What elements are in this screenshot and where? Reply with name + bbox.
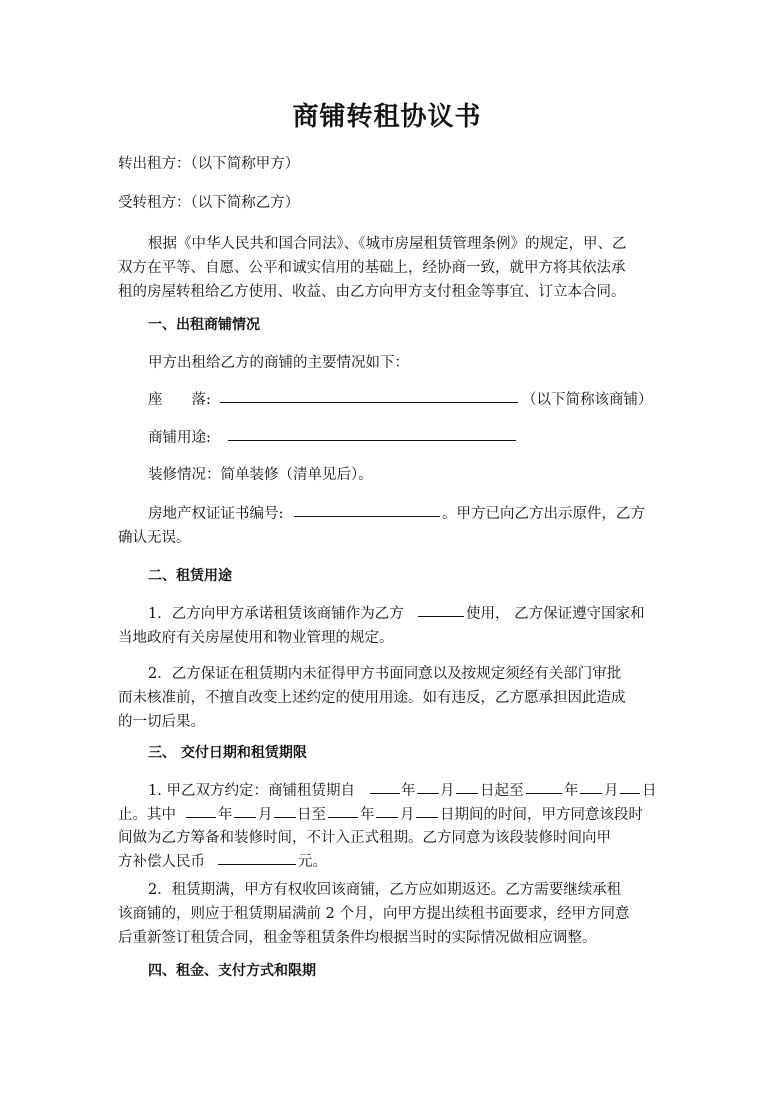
prep-start-year-blank[interactable] [186,801,216,818]
start-day-blank[interactable] [456,777,478,794]
prep-start-day-blank[interactable] [274,801,296,818]
end-day-blank[interactable] [620,777,640,794]
sec3-p2-line-3: 后重新签订租赁合同，租金等租赁条件均根据当时的实际情况做相应调整。 [118,930,597,946]
sec3-p1-a: 1. 甲乙双方约定：商铺租赁期自 [148,783,355,799]
prep-end-year-unit: 年 [360,807,375,823]
cert-after: 。甲方已向乙方出示原件，乙方 [442,506,645,522]
document-title: 商铺转租协议书 [292,102,482,132]
end-day-unit: 日 [642,783,657,799]
location-note: （以下简称该商铺） [522,392,653,408]
sec2-p1-b: 使用， 乙方保证遵守国家和 [466,606,645,622]
sec3-p1-l4-b: 元。 [298,854,327,870]
section-1-heading: 一、出租商铺情况 [148,317,260,333]
start-month-unit: 月 [440,783,455,799]
sec2-p1-line-2: 当地政府有关房屋使用和物业管理的规定。 [118,630,394,646]
location-label: 座 落: [148,392,211,408]
preamble-line-1: 根据《中华人民共和国合同法》、《城市房屋租赁管理条例》的规定，甲、乙 [148,236,627,252]
prep-start-year-unit: 年 [218,807,233,823]
prep-end-month-unit: 月 [400,807,415,823]
section-1-intro: 甲方出租给乙方的商铺的主要情况如下： [148,355,409,371]
sec2-p2-line-3: 的一切后果。 [118,714,205,730]
decoration-line: 装修情况：简单装修（清单见后）。 [148,467,373,483]
section-2-heading: 二、租赁用途 [148,568,232,584]
location-blank[interactable] [220,386,518,403]
sec2-p1-a: 1．乙方向甲方承诺租赁该商铺作为乙方 [148,606,404,622]
cert-line-2: 确认无误。 [118,530,191,546]
end-year-unit: 年 [564,783,579,799]
section-4-heading: 四、租金、支付方式和限期 [148,963,316,979]
sec3-p2-line-1: 2．租赁期满，甲方有权收回该商铺，乙方应如期返还。乙方需要继续承租 [148,882,622,898]
prep-start-month-blank[interactable] [234,801,256,818]
prep-end-year-blank[interactable] [328,801,358,818]
start-year-blank[interactable] [370,777,400,794]
prep-end-day-blank[interactable] [416,801,438,818]
sec3-p2-line-2: 该商铺的，则应于租赁期届满前 2 个月，向甲方提出续租书面要求，经甲方同意 [118,906,630,922]
sec2-p2-line-2: 而未核准前，不擅自改变上述约定的使用用途。如有违反，乙方愿承担因此造成 [118,690,626,706]
cert-label: 房地产权证证书编号: [148,506,284,522]
prep-start-month-unit: 月 [258,807,273,823]
preamble-line-2: 双方在平等、自愿、公平和诚实信用的基础上，经协商一致，就甲方将其依法承 [118,260,626,276]
end-month-unit: 月 [604,783,619,799]
end-month-blank[interactable] [580,777,602,794]
prep-to-text: 日至 [297,807,326,823]
sec2-p2-line-1: 2．乙方保证在租赁期内未征得甲方书面同意以及按规定须经有关部门审批 [148,666,622,682]
start-year-unit: 年 [401,783,416,799]
prep-end-month-blank[interactable] [376,801,398,818]
section-3-heading: 三、 交付日期和租赁期限 [148,745,307,761]
use-label: 商铺用途: [148,430,211,446]
sec3-p1-line-3: 间做为乙方筹备和装修时间，不计入正式租期。乙方同意为该段装修时间向甲 [118,830,611,846]
start-month-blank[interactable] [417,777,439,794]
lessor-line: 转出租方：（以下简称甲方） [118,156,300,172]
sec3-p1-l2-a: 止。其中 [118,807,176,823]
sec3-p1-l4-a: 方补偿人民币 [118,854,205,870]
preamble-line-3: 租的房屋转租给乙方使用、收益、由乙方向甲方支付租金等事宜、订立本合同。 [118,284,626,300]
sec3-p1-l2-end: 日期间的时间，甲方同意该段时 [440,807,643,823]
purpose-blank[interactable] [418,600,464,617]
end-year-blank[interactable] [526,777,562,794]
lessee-line: 受转租方：（以下简称乙方） [118,195,300,211]
compensation-blank[interactable] [218,848,296,865]
cert-blank[interactable] [294,500,440,517]
use-blank[interactable] [228,424,516,441]
from-to-text: 日起至 [480,783,524,799]
